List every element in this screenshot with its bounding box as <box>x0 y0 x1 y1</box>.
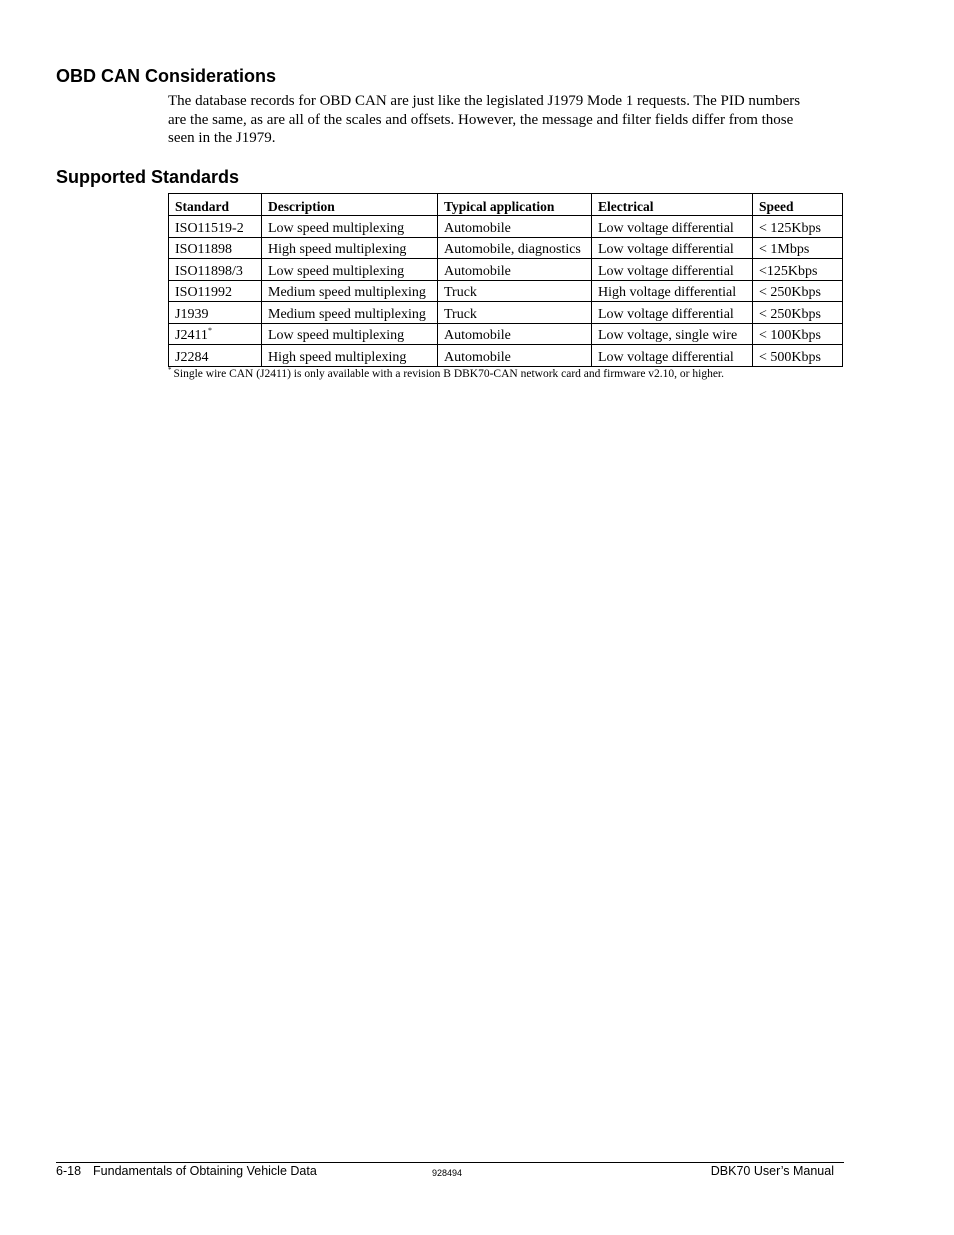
cell-standard: ISO11898/3 <box>169 259 262 281</box>
cell-electrical: Low voltage differential <box>592 237 753 259</box>
cell-description: High speed multiplexing <box>262 237 438 259</box>
cell-application: Automobile <box>438 259 592 281</box>
column-header-speed: Speed <box>753 194 843 216</box>
cell-electrical: Low voltage differential <box>592 345 753 367</box>
cell-electrical: Low voltage differential <box>592 302 753 324</box>
section-heading-supported-standards: Supported Standards <box>56 167 240 187</box>
cell-speed: < 1Mbps <box>753 237 843 259</box>
footnote-mark: * <box>168 366 172 374</box>
table-row <box>169 216 843 238</box>
cell-electrical: Low voltage differential <box>592 216 753 238</box>
cell-application: Automobile, diagnostics <box>438 237 592 259</box>
cell-description: Low speed multiplexing <box>262 216 438 238</box>
table-row <box>169 237 843 259</box>
table-row <box>169 345 843 367</box>
column-header-electrical: Electrical <box>592 194 753 216</box>
cell-standard: J2284 <box>169 345 262 367</box>
chapter-title: Fundamentals of Obtaining Vehicle Data <box>93 1164 317 1178</box>
cell-description: Low speed multiplexing <box>262 259 438 281</box>
cell-speed: < 100Kbps <box>753 323 843 345</box>
cell-description: Medium speed multiplexing <box>262 302 438 324</box>
footnote-text: Single wire CAN (J2411) is only available with a revision B DBK70-CAN network card and firmware v2.10, or higher. <box>173 368 725 380</box>
cell-standard: ISO11898 <box>169 237 262 259</box>
supported-standards-table <box>168 193 843 367</box>
cell-description: Low speed multiplexing <box>262 323 438 345</box>
cell-speed: < 125Kbps <box>753 216 843 238</box>
column-header-typical-application: Typical application <box>438 194 592 216</box>
cell-standard: ISO11519-2 <box>169 216 262 238</box>
cell-standard: J2411* <box>169 323 262 345</box>
table-header-row <box>169 194 843 216</box>
cell-standard: J1939 <box>169 302 262 324</box>
cell-description: High speed multiplexing <box>262 345 438 367</box>
footnote-mark: * <box>207 326 212 335</box>
table-footnote <box>168 366 724 382</box>
cell-application: Truck <box>438 302 592 324</box>
cell-application: Truck <box>438 280 592 302</box>
cell-standard: ISO11992 <box>169 280 262 302</box>
cell-application: Automobile <box>438 323 592 345</box>
cell-description: Medium speed multiplexing <box>262 280 438 302</box>
footer-left <box>56 1163 317 1179</box>
cell-application: Automobile <box>438 345 592 367</box>
section-heading-obd-can: OBD CAN Considerations <box>56 66 277 86</box>
column-header-description: Description <box>262 194 438 216</box>
cell-speed: < 250Kbps <box>753 302 843 324</box>
cell-electrical: Low voltage differential <box>592 259 753 281</box>
cell-speed: < 500Kbps <box>753 345 843 367</box>
column-header-standard: Standard <box>169 194 262 216</box>
document-number: 928494 <box>432 1168 463 1178</box>
table-row <box>169 280 843 302</box>
table-row <box>169 302 843 324</box>
cell-application: Automobile <box>438 216 592 238</box>
table-row <box>169 323 843 345</box>
manual-title: DBK70 User’s Manual <box>710 1164 834 1178</box>
page-number: 6-18 <box>56 1164 82 1178</box>
obd-can-paragraph: The database records for OBD CAN are just like the legislated J1979 Mode 1 requests. The PID numbers are the same, as are all of the scales and offsets. However, the message and filter fields differ from those seen in the J1979. <box>168 93 801 146</box>
cell-speed: <125Kbps <box>753 259 843 281</box>
cell-electrical: Low voltage, single wire <box>592 323 753 345</box>
table-row <box>169 259 843 281</box>
cell-electrical: High voltage differential <box>592 280 753 302</box>
cell-speed: < 250Kbps <box>753 280 843 302</box>
